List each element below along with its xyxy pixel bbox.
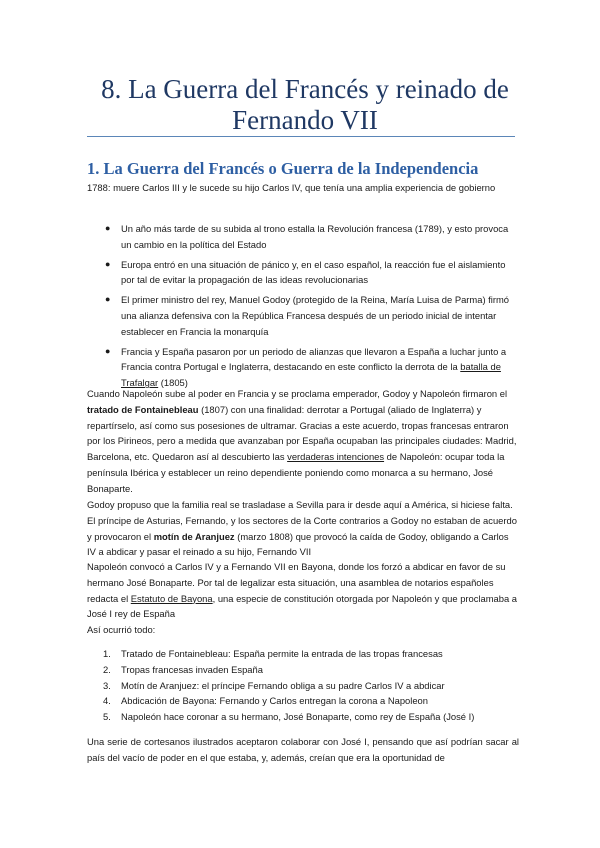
list-number: 3. xyxy=(103,679,111,691)
list-item xyxy=(87,257,519,289)
text-run: Napoleón convocó a Carlos IV y a Fernando VII en Bayona, donde los forzó a abdicar en favor de su hermano José Bonaparte. Por tal de legalizar esta situación, una asamblea de notarios españoles redacta el xyxy=(87,561,506,604)
section-heading: 1. La Guerra del Francés o Guerra de la Independencia xyxy=(87,159,479,178)
text-run: (marzo 1808) que provocó la caída de Godoy, obligando a Carlos IV a abdicar y pasar el reinado a su hijo, Fernando VII xyxy=(87,530,509,558)
list-item-text: Abdicación de Bayona: Fernando y Carlos entregan la corona a Napoleon xyxy=(121,695,428,707)
list-item xyxy=(87,662,519,678)
list-item xyxy=(87,693,519,709)
steps-label: Así ocurrió todo: xyxy=(87,624,156,635)
list-item xyxy=(87,292,519,339)
list-number: 1. xyxy=(103,648,111,659)
text-run: (1807) con una finalidad: derrotar a Portugal (aliado de Inglaterra) y repartírselo, así como sus posesiones de ultramar. Gracias a este acuerdo, tropas francesas entraron por los Pirineos, pero a medida que avanzaban por España ocupaban las principales ciudades: Madrid, Barcelona, etc. Quedaron así al descubierto las xyxy=(87,403,517,463)
trafalgar-link[interactable]: batalla de Trafalgar xyxy=(121,361,501,389)
list-item-text: Tratado de Fontainebleau: España permite la entrada de las tropas francesas xyxy=(121,648,443,659)
paragraph-aranjuez xyxy=(87,497,519,560)
bold-term: motín de Aranjuez xyxy=(153,530,235,542)
list-number: 4. xyxy=(103,695,111,707)
bold-term: tratado de Fontainebleau xyxy=(87,403,199,415)
list-item xyxy=(87,646,519,662)
list-number: 2. xyxy=(103,663,111,675)
paragraph-bayona xyxy=(87,559,519,622)
text-run: Godoy propuso que la familia real se trasladase a Sevilla para ir desde aquí a América, si hiciese falta. El príncipe de Asturias, Fernando, y los sectores de la Corte contrarios a Godoy no estaban de acuerdo y provocaron el xyxy=(87,499,517,542)
list-item-text: Motín de Aranjuez: el príncipe Fernando obliga a su padre Carlos IV a abdicar xyxy=(121,679,445,691)
text-run: , una especie de constitución otorgada por Napoleón y que proclamaba a José I rey de España xyxy=(87,592,517,620)
list-item-text: Europa entró en una situación de pánico y, en el caso español, la reacción fue el aislamiento por tal de evitar la propagación de las ideas revolucionarias xyxy=(121,258,506,286)
text-run: de Napoleón: ocupar toda la península Ibérica y establecer un reino dependiente poniendo como monarca a su hermano, José Bonaparte. xyxy=(87,451,505,494)
list-item-text: Napoleón hace coronar a su hermano, José Bonaparte, como rey de España (José I) xyxy=(121,711,475,723)
list-item-text: El primer ministro del rey, Manuel Godoy (protegido de la Reina, María Luisa de Parma) firmó una alianza defensiva con la República Francesa después de un periodo inicial de intentar establecer en Francia la monarquía xyxy=(121,294,510,337)
underlined-term: verdaderas intenciones xyxy=(287,451,385,463)
title-underline xyxy=(87,136,515,137)
page-title: 8. La Guerra del Francés y reinado de Fernando VII xyxy=(101,74,509,135)
intro-paragraph: 1788: muere Carlos III y le sucede su hijo Carlos IV, que tenía una amplia experiencia de gobierno xyxy=(87,182,496,193)
list-item-text: Francia y España pasaron por un periodo de alianzas que llevaron a España a luchar junto a Francia contra Portugal e Inglaterra, destacando en este conflicto la derrota de la xyxy=(121,345,507,373)
text-run: Cuando Napoleón sube al poder en Francia y se proclama emperador, Godoy y Napoleón firmaron el xyxy=(87,388,508,399)
bullet-dot: ● xyxy=(105,294,111,305)
bullet-dot: ● xyxy=(105,223,111,233)
estatuto-link[interactable]: Estatuto de Bayona xyxy=(130,592,213,604)
list-item xyxy=(87,678,519,694)
list-item xyxy=(87,709,519,725)
list-item xyxy=(87,344,519,391)
list-number: 5. xyxy=(103,711,111,723)
paragraph-fontainebleau xyxy=(87,386,519,497)
numbered-list xyxy=(87,646,519,725)
bullet-dot: ● xyxy=(105,345,111,356)
list-item xyxy=(87,221,519,253)
list-item-text-end: (1805) xyxy=(158,377,188,389)
list-item-text: Un año más tarde de su subida al trono estalla la Revolución francesa (1789), y esto provoca un cambio en la política del Estado xyxy=(121,223,509,250)
paragraph-afrancesados: Una serie de cortesanos ilustrados aceptaron colaborar con José I, pensando que así podrían sacar al país del vacío de poder en el que estaba, y, además, creían que era la oportunidad de xyxy=(87,736,519,763)
bullet-dot: ● xyxy=(105,258,111,269)
list-item-text: Tropas francesas invaden España xyxy=(121,663,263,675)
bullet-list xyxy=(87,221,519,395)
